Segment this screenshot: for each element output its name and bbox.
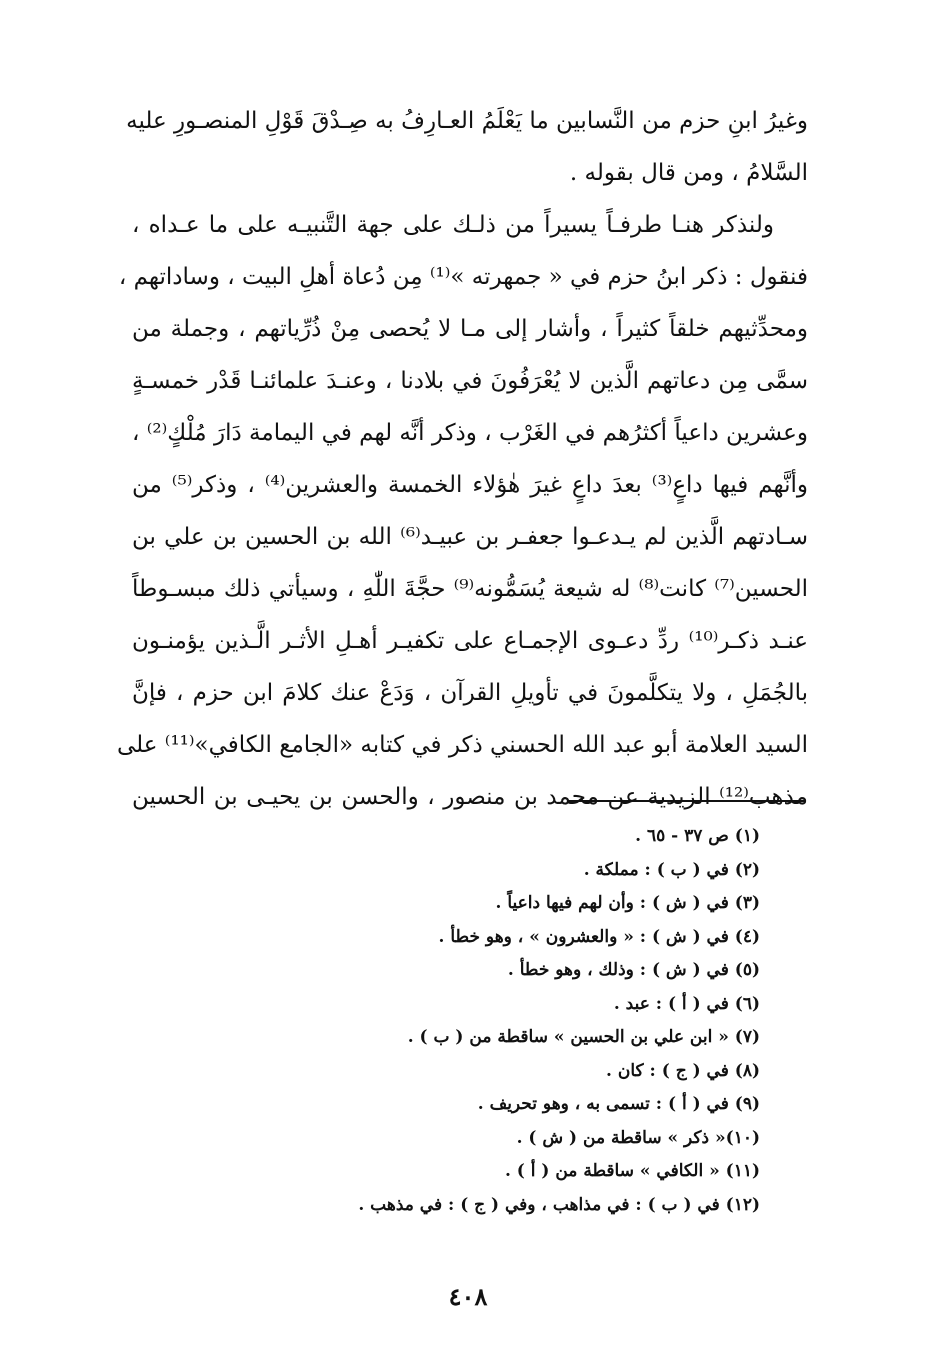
text-line: بالجُمَلِ ، ولا يتكلَّمونَ في تأويلِ القرآن ، وَدَعْ عنك كلامَ ابن حزم ، فإنَّ (132, 680, 808, 706)
footnote: (١) ص ٣٧ - ٦٥ . (635, 826, 760, 846)
text-line: وعشرين داعياً أكثرُهم في الغَرْب ، وذكر أنَّه لهم في اليمامة دَارَ مُلْكٍ⁽²⁾ ، (132, 420, 808, 446)
footnote: (٣) في ( ش ) : وأن لهم فيها داعياً . (495, 893, 760, 913)
footnote: (٨) في ( ج ) : كان . (606, 1060, 760, 1081)
footnote: (٢) في ( ب ) : مملكة . (583, 859, 760, 880)
footnote: (١١) « الكافي » ساقطة من ( أ ) . (504, 1161, 760, 1181)
footnote: (١٢) في ( ب ) : في مذاهب ، وفي ( ج ) : في مذهب . (358, 1194, 760, 1215)
text-line: وأنَّهم فيها داعٍ⁽³⁾ بعدَ داعٍ غيرَ هٰؤلاء الخمسة والعشرين⁽⁴⁾ ، وذكر⁽⁵⁾ من (132, 472, 808, 498)
footnote: (٥) في ( ش ) : وذلك ، وهو خطأ . (507, 960, 760, 980)
text-line: فنقول : ذكر ابنُ حزم في « جمهرته »⁽¹⁾ مِن دُعاة أهلِ البيت ، وساداتهم ، (118, 264, 808, 290)
text-line: السَّلامُ ، ومن قال بقوله . (569, 160, 808, 186)
text-line: الحسين⁽⁷⁾ كانت⁽⁸⁾ له شيعة يُسَمُّونه⁽⁹⁾ حجَّةَ اللّٰهِ ، وسيأتي ذلك مبسـوطاً (132, 576, 809, 602)
footnote: (٤) في ( ش ) : « والعشرون » ، وهو خطأ . (438, 926, 760, 947)
text-line: عنـد ذكـر⁽¹⁰⁾ ردِّ دعـوى الإجمـاع على تكفيـر أهـلِ الأثـر الَّـذين يؤمنـون (132, 628, 808, 654)
footnote: (٧) « ابن علي بن الحسين » ساقطة من ( ب ) . (407, 1027, 760, 1047)
footnote: (٩) في ( أ ) : تسمى به ، وهو تحريف . (477, 1094, 760, 1114)
footnotes (200, 820, 760, 1222)
text-line: وغيرُ ابنِ حزم من النَّسابين ما يَعْلَمُ العـارِفُ به صِـدْقَ قَوْلِ المنصـورِ عليه (126, 108, 808, 134)
text-line: سـادتهم الَّذين لم يـدعـوا جعفـر بن عبيـد⁽⁶⁾ الله بن الحسين بن علي بن (132, 524, 808, 550)
text-line: ومحدِّثيهم خلقاً كثيراً ، وأشار إلى مـا لا يُحصى مِنْ ذُرِّياتهم ، وجملة من (132, 316, 808, 342)
main-text (116, 95, 809, 823)
text-line: مذهب⁽¹²⁾ الزيدية عن محمد بن منصور ، والحسن بن يحيـى بن الحسين (132, 784, 808, 810)
text-line: ولنذكر هنـا طرفـاً يسيراً من ذلـك على جهة التَّنبيـه على ما عـداه ، (132, 212, 774, 238)
text-line: سمَّى مِن دعاتهم الَّذين لا يُعْرَفُونَ في بلادنا ، وعنـدَ علمائنـا قَدْر خمسـةٍ (132, 368, 808, 394)
footnote: (١٠)« ذكر » ساقطة من ( ش ) . (516, 1127, 760, 1148)
footnote: (٦) في ( أ ) : عبد . (613, 993, 760, 1014)
footnote-divider (568, 800, 804, 802)
text-line: السيد العلامة أبو عبد الله الحسني ذكر في كتابه «الجامع الكافي»⁽¹¹⁾ على (116, 732, 808, 758)
page-number: ٤٠٨ (448, 1282, 488, 1311)
